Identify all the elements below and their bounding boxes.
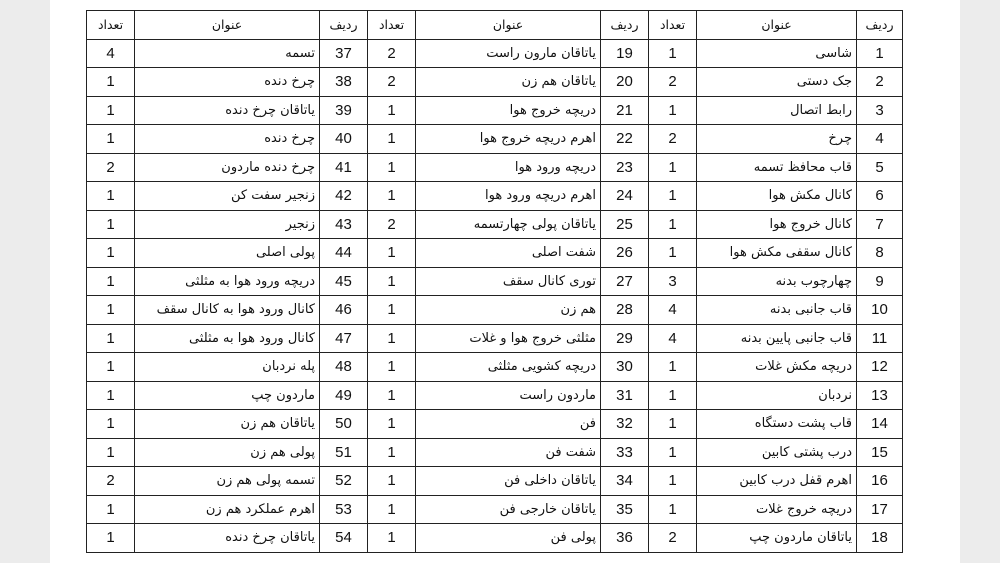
table-row: [87, 438, 903, 467]
header-count: تعداد: [87, 11, 135, 40]
part-title: چهارچوب بدنه: [697, 267, 857, 296]
row-index: 2: [857, 68, 903, 97]
part-title: نردبان: [697, 381, 857, 410]
part-count: 2: [649, 125, 697, 154]
part-count: 1: [87, 210, 135, 239]
part-count: 1: [368, 353, 416, 382]
row-index: 31: [601, 381, 649, 410]
part-title: دریچه ورود هوا به مثلثی: [135, 267, 320, 296]
row-index: 15: [857, 438, 903, 467]
header-index: ردیف: [320, 11, 368, 40]
part-count: 1: [368, 438, 416, 467]
row-index: 5: [857, 153, 903, 182]
table-row: [87, 96, 903, 125]
part-title: کانال ورود هوا به مثلثی: [135, 324, 320, 353]
part-title: اهرم دریچه خروج هوا: [416, 125, 601, 154]
row-index: 39: [320, 96, 368, 125]
part-count: 1: [649, 467, 697, 496]
part-title: فن: [416, 410, 601, 439]
part-title: زنجیر سفت کن: [135, 182, 320, 211]
row-index: 36: [601, 524, 649, 553]
row-index: 52: [320, 467, 368, 496]
part-title: اهرم قفل درب کابین: [697, 467, 857, 496]
part-title: دریچه کشویی مثلثی: [416, 353, 601, 382]
part-count: 2: [368, 39, 416, 68]
part-title: تسمه: [135, 39, 320, 68]
part-title: یاتاقان ماردون چپ: [697, 524, 857, 553]
table-row: [87, 381, 903, 410]
part-count: 2: [87, 153, 135, 182]
part-title: هم زن: [416, 296, 601, 325]
part-title: مثلثی خروج هوا و غلات: [416, 324, 601, 353]
part-count: 1: [87, 239, 135, 268]
table-row: [87, 125, 903, 154]
part-count: 1: [87, 438, 135, 467]
part-count: 1: [368, 381, 416, 410]
row-index: 14: [857, 410, 903, 439]
part-title: رابط اتصال: [697, 96, 857, 125]
row-index: 37: [320, 39, 368, 68]
row-index: 11: [857, 324, 903, 353]
part-count: 1: [87, 524, 135, 553]
header-count: تعداد: [649, 11, 697, 40]
row-index: 17: [857, 495, 903, 524]
row-index: 6: [857, 182, 903, 211]
header-title: عنوان: [135, 11, 320, 40]
row-index: 33: [601, 438, 649, 467]
part-title: تسمه پولی هم زن: [135, 467, 320, 496]
row-index: 9: [857, 267, 903, 296]
part-count: 1: [87, 267, 135, 296]
row-index: 3: [857, 96, 903, 125]
part-title: یاتاقان چرخ دنده: [135, 96, 320, 125]
row-index: 46: [320, 296, 368, 325]
part-title: پولی فن: [416, 524, 601, 553]
part-count: 2: [87, 467, 135, 496]
parts-table: [86, 10, 903, 553]
part-count: 1: [87, 96, 135, 125]
part-title: یاتاقان داخلی فن: [416, 467, 601, 496]
part-count: 1: [649, 39, 697, 68]
row-index: 27: [601, 267, 649, 296]
part-count: 2: [649, 524, 697, 553]
table-row: [87, 39, 903, 68]
part-title: پله نردبان: [135, 353, 320, 382]
row-index: 25: [601, 210, 649, 239]
document-page: [50, 0, 960, 563]
part-count: 4: [87, 39, 135, 68]
part-title: شاسی: [697, 39, 857, 68]
table-row: [87, 210, 903, 239]
part-title: کانال خروج هوا: [697, 210, 857, 239]
header-title: عنوان: [697, 11, 857, 40]
part-title: یاتاقان پولی چهارتسمه: [416, 210, 601, 239]
row-index: 45: [320, 267, 368, 296]
row-index: 20: [601, 68, 649, 97]
table-row: [87, 410, 903, 439]
part-title: چرخ دنده ماردون: [135, 153, 320, 182]
row-index: 53: [320, 495, 368, 524]
part-title: جک دستی: [697, 68, 857, 97]
row-index: 24: [601, 182, 649, 211]
table-row: [87, 296, 903, 325]
row-index: 41: [320, 153, 368, 182]
part-count: 1: [368, 324, 416, 353]
row-index: 54: [320, 524, 368, 553]
part-title: قاب محافظ تسمه: [697, 153, 857, 182]
part-count: 2: [649, 68, 697, 97]
table-row: [87, 324, 903, 353]
row-index: 21: [601, 96, 649, 125]
table-row: [87, 153, 903, 182]
part-count: 1: [649, 353, 697, 382]
part-count: 1: [649, 96, 697, 125]
part-title: شفت فن: [416, 438, 601, 467]
part-count: 1: [368, 96, 416, 125]
part-count: 2: [368, 210, 416, 239]
row-index: 12: [857, 353, 903, 382]
part-count: 1: [649, 210, 697, 239]
part-title: کانال مکش هوا: [697, 182, 857, 211]
row-index: 22: [601, 125, 649, 154]
part-count: 1: [368, 239, 416, 268]
part-title: یاتاقان چرخ دنده: [135, 524, 320, 553]
part-title: اهرم عملکرد هم زن: [135, 495, 320, 524]
part-title: یاتاقان هم زن: [135, 410, 320, 439]
part-title: توری کانال سقف: [416, 267, 601, 296]
part-count: 1: [368, 467, 416, 496]
part-title: چرخ دنده: [135, 125, 320, 154]
part-count: 1: [368, 125, 416, 154]
part-count: 4: [649, 324, 697, 353]
part-count: 1: [649, 438, 697, 467]
header-index: ردیف: [601, 11, 649, 40]
row-index: 47: [320, 324, 368, 353]
row-index: 29: [601, 324, 649, 353]
row-index: 18: [857, 524, 903, 553]
part-count: 1: [368, 153, 416, 182]
row-index: 43: [320, 210, 368, 239]
row-index: 42: [320, 182, 368, 211]
part-title: شفت اصلی: [416, 239, 601, 268]
row-index: 26: [601, 239, 649, 268]
part-title: چرخ دنده: [135, 68, 320, 97]
part-count: 1: [368, 182, 416, 211]
part-title: چرخ: [697, 125, 857, 154]
row-index: 4: [857, 125, 903, 154]
table-row: [87, 495, 903, 524]
part-title: یاتاقان خارجی فن: [416, 495, 601, 524]
part-count: 2: [368, 68, 416, 97]
part-count: 1: [87, 353, 135, 382]
table-row: [87, 239, 903, 268]
part-title: پولی اصلی: [135, 239, 320, 268]
row-index: 50: [320, 410, 368, 439]
part-count: 1: [87, 125, 135, 154]
part-count: 3: [649, 267, 697, 296]
part-title: ماردون چپ: [135, 381, 320, 410]
part-count: 1: [368, 495, 416, 524]
part-count: 1: [87, 410, 135, 439]
part-count: 1: [649, 381, 697, 410]
header-title: عنوان: [416, 11, 601, 40]
part-count: 1: [649, 153, 697, 182]
row-index: 35: [601, 495, 649, 524]
row-index: 51: [320, 438, 368, 467]
row-index: 34: [601, 467, 649, 496]
part-count: 1: [649, 239, 697, 268]
part-title: یاتاقان هم زن: [416, 68, 601, 97]
part-title: قاب جانبی بدنه: [697, 296, 857, 325]
table-row: [87, 182, 903, 211]
part-count: 1: [87, 381, 135, 410]
part-count: 1: [87, 68, 135, 97]
part-title: درب پشتی کابین: [697, 438, 857, 467]
part-count: 1: [368, 296, 416, 325]
row-index: 38: [320, 68, 368, 97]
part-count: 1: [368, 524, 416, 553]
row-index: 28: [601, 296, 649, 325]
row-index: 10: [857, 296, 903, 325]
part-count: 1: [368, 267, 416, 296]
header-row: [87, 11, 903, 40]
part-title: دریچه خروج غلات: [697, 495, 857, 524]
part-title: دریچه خروج هوا: [416, 96, 601, 125]
part-title: قاب جانبی پایین بدنه: [697, 324, 857, 353]
table-body: [87, 39, 903, 552]
part-title: قاب پشت دستگاه: [697, 410, 857, 439]
row-index: 13: [857, 381, 903, 410]
table-row: [87, 353, 903, 382]
row-index: 7: [857, 210, 903, 239]
table-row: [87, 467, 903, 496]
row-index: 32: [601, 410, 649, 439]
part-count: 1: [649, 182, 697, 211]
row-index: 8: [857, 239, 903, 268]
part-title: اهرم دریچه ورود هوا: [416, 182, 601, 211]
row-index: 44: [320, 239, 368, 268]
part-count: 4: [649, 296, 697, 325]
part-title: دریچه مکش غلات: [697, 353, 857, 382]
part-count: 1: [87, 182, 135, 211]
part-title: کانال ورود هوا به کانال سقف: [135, 296, 320, 325]
part-title: یاتاقان مارون راست: [416, 39, 601, 68]
header-index: ردیف: [857, 11, 903, 40]
row-index: 48: [320, 353, 368, 382]
part-count: 1: [649, 495, 697, 524]
part-title: پولی هم زن: [135, 438, 320, 467]
row-index: 49: [320, 381, 368, 410]
row-index: 30: [601, 353, 649, 382]
row-index: 23: [601, 153, 649, 182]
part-title: دریچه ورود هوا: [416, 153, 601, 182]
table-row: [87, 267, 903, 296]
row-index: 16: [857, 467, 903, 496]
part-title: کانال سقفی مکش هوا: [697, 239, 857, 268]
row-index: 19: [601, 39, 649, 68]
header-count: تعداد: [368, 11, 416, 40]
row-index: 1: [857, 39, 903, 68]
row-index: 40: [320, 125, 368, 154]
part-count: 1: [649, 410, 697, 439]
table-row: [87, 68, 903, 97]
part-count: 1: [87, 495, 135, 524]
part-title: ماردون راست: [416, 381, 601, 410]
table-row: [87, 524, 903, 553]
part-count: 1: [87, 296, 135, 325]
part-count: 1: [87, 324, 135, 353]
part-count: 1: [368, 410, 416, 439]
part-title: زنجیر: [135, 210, 320, 239]
